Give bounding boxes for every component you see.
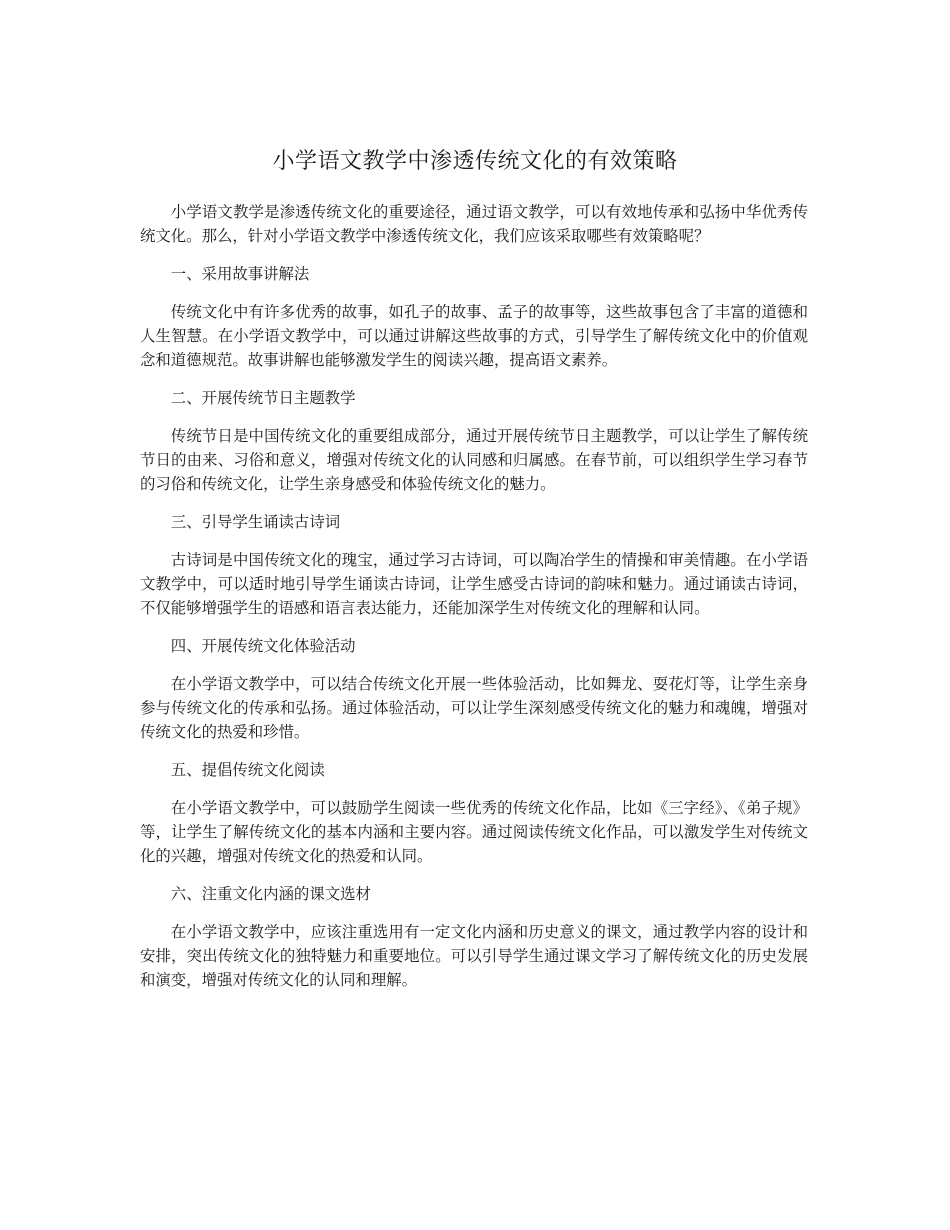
section-paragraph: 在小学语文教学中，可以鼓励学生阅读一些优秀的传统文化作品，比如《三字经》、《弟子规》等，让学生了解传统文化的基本内涵和主要内容。通过阅读传统文化作品，可以激发学生对传统文化的兴趣，增强对传统文化的热爱和认同。 [140,799,808,865]
section-paragraph: 传统节日是中国传统文化的重要组成部分，通过开展传统节日主题教学，可以让学生了解传统节日的由来、习俗和意义，增强对传统文化的认同感和归属感。在春节前，可以组织学生学习春节的习俗和传统文化，让学生亲身感受和体验传统文化的魅力。 [140,427,808,493]
document-body [140,200,808,1006]
section-paragraph: 古诗词是中国传统文化的瑰宝，通过学习古诗词，可以陶冶学生的情操和审美情趣。在小学语文教学中，可以适时地引导学生诵读古诗词，让学生感受古诗词的韵味和魅力。通过诵读古诗词，不仅能够增强学生的语感和语言表达能力，还能加深学生对传统文化的理解和认同。 [140,551,808,617]
section-heading: 二、开展传统节日主题教学 [170,389,356,407]
section-paragraph: 在小学语文教学中，可以结合传统文化开展一些体验活动，比如舞龙、耍花灯等，让学生亲身参与传统文化的传承和弘扬。通过体验活动，可以让学生深刻感受传统文化的魅力和魂魄，增强对传统文化的热爱和珍惜。 [140,675,808,741]
section-heading: 六、注重文化内涵的课文选材 [170,885,371,903]
section-paragraph: 在小学语文教学中，应该注重选用有一定文化内涵和历史意义的课文，通过教学内容的设计和安排，突出传统文化的独特魅力和重要地位。可以引导学生通过课文学习了解传统文化的历史发展和演变，增强对传统文化的认同和理解。 [140,923,808,989]
section-heading: 三、引导学生诵读古诗词 [170,513,341,531]
document-title: 小学语文教学中渗透传统文化的有效策略 [272,149,678,174]
section-heading: 一、采用故事讲解法 [170,265,310,283]
section-heading: 五、提倡传统文化阅读 [170,761,325,779]
section-heading: 四、开展传统文化体验活动 [170,637,356,655]
section-paragraph: 传统文化中有许多优秀的故事，如孔子的故事、孟子的故事等，这些故事包含了丰富的道德和人生智慧。在小学语文教学中，可以通过讲解这些故事的方式，引导学生了解传统文化中的价值观念和道德规范。故事讲解也能够激发学生的阅读兴趣，提高语文素养。 [140,303,808,369]
intro-paragraph: 小学语文教学是渗透传统文化的重要途径，通过语文教学，可以有效地传承和弘扬中华优秀传统文化。那么，针对小学语文教学中渗透传统文化，我们应该采取哪些有效策略呢？ [140,203,808,245]
